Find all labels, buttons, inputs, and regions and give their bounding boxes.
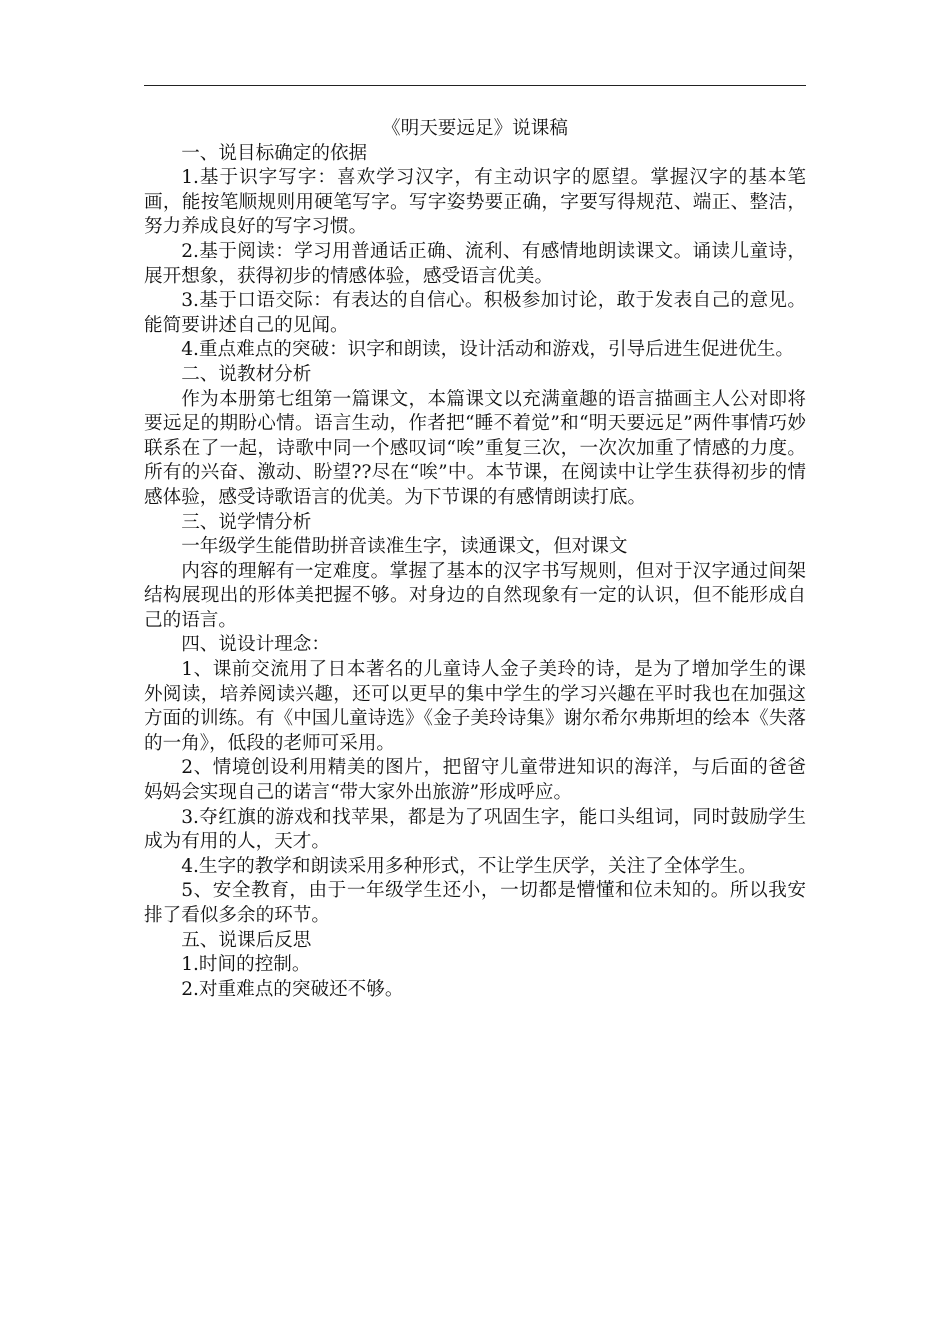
paragraph: 3.夺红旗的游戏和找苹果，都是为了巩固生字，能口头组词，同时鼓励学生成为有用的人，天才。 (144, 806, 806, 853)
section-heading: 一、说目标确定的依据 (181, 142, 368, 164)
paragraph: 4.生字的教学和朗读采用多种形式，不让学生厌学，关注了全体学生。 (181, 855, 757, 877)
paragraph: 1.时间的控制。 (181, 954, 311, 976)
paragraph: 5、安全教育，由于一年级学生还小，一切都是懵懂和位未知的。所以我安排了看似多余的环节。 (144, 880, 806, 926)
paragraph: 一年级学生能借助拼音读准生字，读通课文，但对课文 (181, 536, 628, 558)
document-body (144, 117, 806, 1002)
section-heading: 五、说课后反思 (181, 929, 312, 951)
header-rule (144, 85, 806, 86)
section-heading: 四、说设计理念： (181, 634, 330, 656)
paragraph: 4.重点难点的突破：识字和朗读，设计活动和游戏，引导后进生促进优生。 (181, 339, 794, 361)
paragraph: 3.基于口语交际：有表达的自信心。积极参加讨论，敢于发表自己的意见。能简要讲述自己的见闻。 (144, 290, 806, 336)
paragraph: 2、情境创设利用精美的图片，把留守儿童带进知识的海洋，与后面的爸爸妈妈会实现自己的诺言“带大家外出旅游”形成呼应。 (144, 757, 806, 804)
paragraph: 2.基于阅读：学习用普通话正确、流利、有感情地朗读课文。诵读儿童诗，展开想象，获得初步的情感体验，感受语言优美。 (144, 240, 806, 287)
paragraph: 内容的理解有一定难度。掌握了基本的汉字书写规则，但对于汉字通过间架结构展现出的形体美把握不够。对身边的自然现象有一定的认识，但不能形成自己的语言。 (144, 560, 806, 631)
section-heading: 二、说教材分析 (181, 363, 312, 385)
document-title: 《明天要远足》说课稿 (382, 118, 568, 139)
section-heading: 三、说学情分析 (181, 511, 312, 533)
paragraph: 作为本册第七组第一篇课文，本篇课文以充满童趣的语言描画主人公对即将要远足的期盼心情。语言生动，作者把“睡不着觉”和“明天要远足”两件事情巧妙联系在了一起，诗歌中同一个感叹词“唉”重复三次，一次次加重了情感的力度。所有的兴奋、激动、盼望??尽在“唉”中。本节课，在阅读中让学生获得初步的情感体验，感受诗歌语言的优美。为下节课的有感情朗读打底。 (144, 388, 806, 508)
paragraph: 2.对重难点的突破还不够。 (181, 978, 404, 1000)
paragraph: 1.基于识字写字：喜欢学习汉字，有主动识字的愿望。掌握汉字的基本笔画，能按笔顺规则用硬笔写字。写字姿势要正确，字要写得规范、端正、整洁，努力养成良好的写字习惯。 (144, 167, 806, 238)
paragraph: 1、课前交流用了日本著名的儿童诗人金子美玲的诗，是为了增加学生的课外阅读，培养阅读兴趣，还可以更早的集中学生的学习兴趣在平时我也在加强这方面的训练。有《中国儿童诗选》《金子美玲诗集》谢尔希尔弗斯坦的绘本《失落的一角》，低段的老师可采用。 (144, 659, 806, 754)
